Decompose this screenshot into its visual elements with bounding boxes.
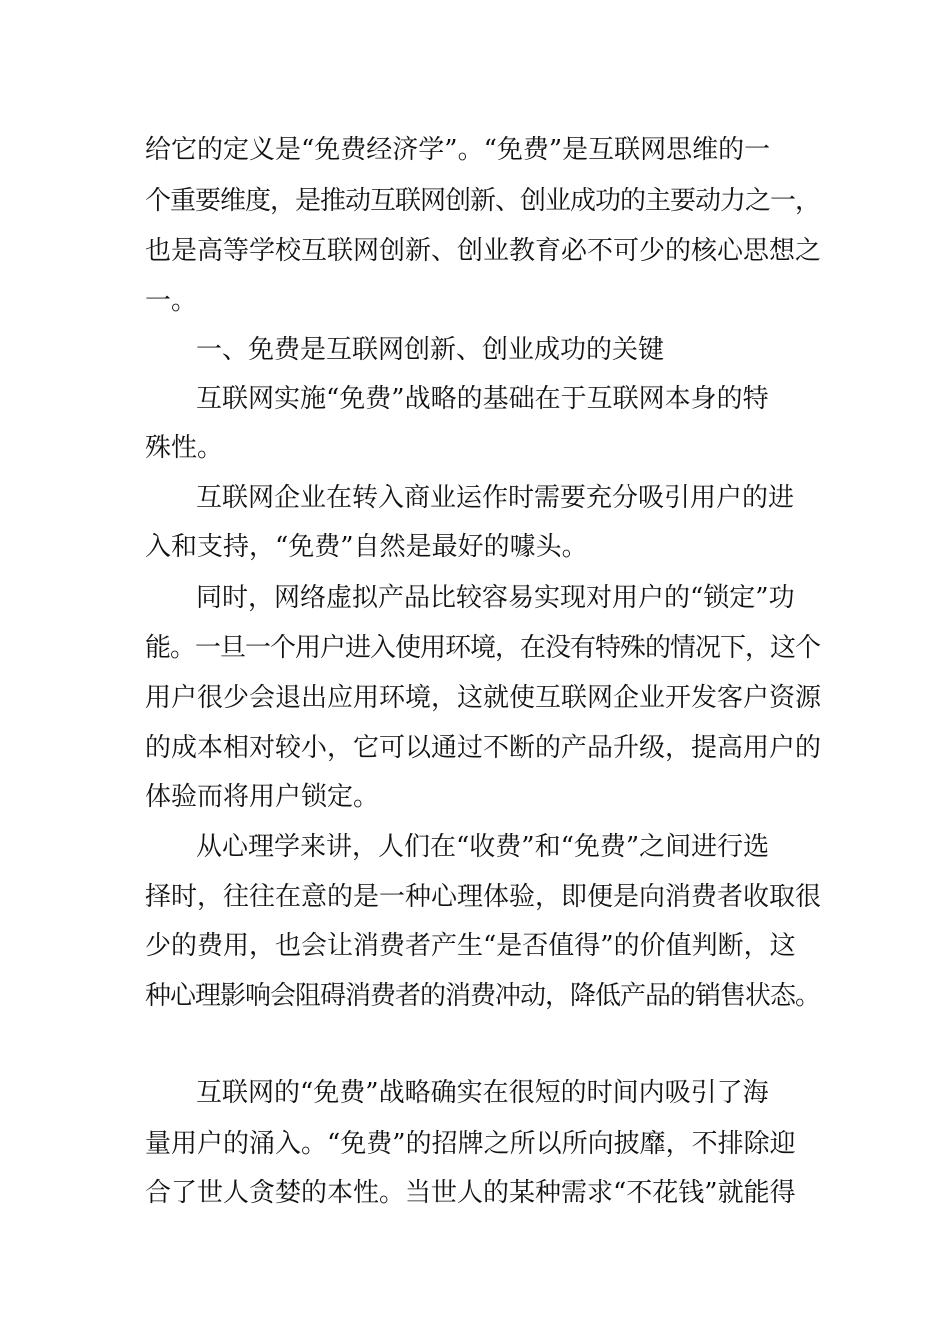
paragraph-line: 种心理影响会阻碍消费者的消费冲动，降低产品的销售状态。 bbox=[145, 981, 821, 1011]
paragraph-line: 殊性。 bbox=[145, 433, 224, 463]
paragraph-line: 互联网实施“免费”战略的基础在于互联网本身的特 bbox=[196, 384, 769, 414]
paragraph-line: 给它的定义是“免费经济学”。“免费”是互联网思维的一 bbox=[145, 135, 771, 165]
paragraph-line: 能。一旦一个用户进入使用环境，在没有特殊的情况下，这个 bbox=[145, 633, 821, 663]
paragraph-line: 入和支持，“免费”自然是最好的噱头。 bbox=[145, 532, 588, 562]
paragraph-line: 量用户的涌入。“免费”的招牌之所以所向披靡，不排除迎 bbox=[145, 1129, 796, 1159]
paragraph-line: 从心理学来讲，人们在“收费”和“免费”之间进行选 bbox=[196, 832, 770, 862]
section-heading: 一、免费是互联网创新、创业成功的关键 bbox=[196, 335, 665, 365]
paragraph-line: 合了世人贪婪的本性。当世人的某种需求“不花钱”就能得 bbox=[145, 1178, 796, 1208]
paragraph-line: 互联网的“免费”战略确实在很短的时间内吸引了海 bbox=[196, 1078, 769, 1108]
paragraph-line: 同时，网络虚拟产品比较容易实现对用户的“锁定”功 bbox=[196, 583, 795, 613]
paragraph-line: 择时，往往在意的是一种心理体验，即便是向消费者收取很 bbox=[145, 882, 822, 912]
paragraph-line: 少的费用，也会让消费者产生“是否值得”的价值判断，这 bbox=[145, 931, 796, 961]
paragraph-line: 个重要维度，是推动互联网创新、创业成功的主要动力之一， bbox=[145, 186, 821, 216]
paragraph-line: 体验而将用户锁定。 bbox=[145, 782, 380, 812]
paragraph-line: 互联网企业在转入商业运作时需要充分吸引用户的进 bbox=[196, 483, 795, 513]
paragraph-line: 用户很少会退出应用环境，这就使互联网企业开发客户资源 bbox=[145, 683, 822, 713]
paragraph-line: 也是高等学校互联网创新、创业教育必不可少的核心思想之 bbox=[145, 236, 822, 266]
paragraph-line: 一。 bbox=[145, 286, 198, 316]
paragraph-line: 的成本相对较小，它可以通过不断的产品升级，提高用户的 bbox=[145, 733, 822, 763]
